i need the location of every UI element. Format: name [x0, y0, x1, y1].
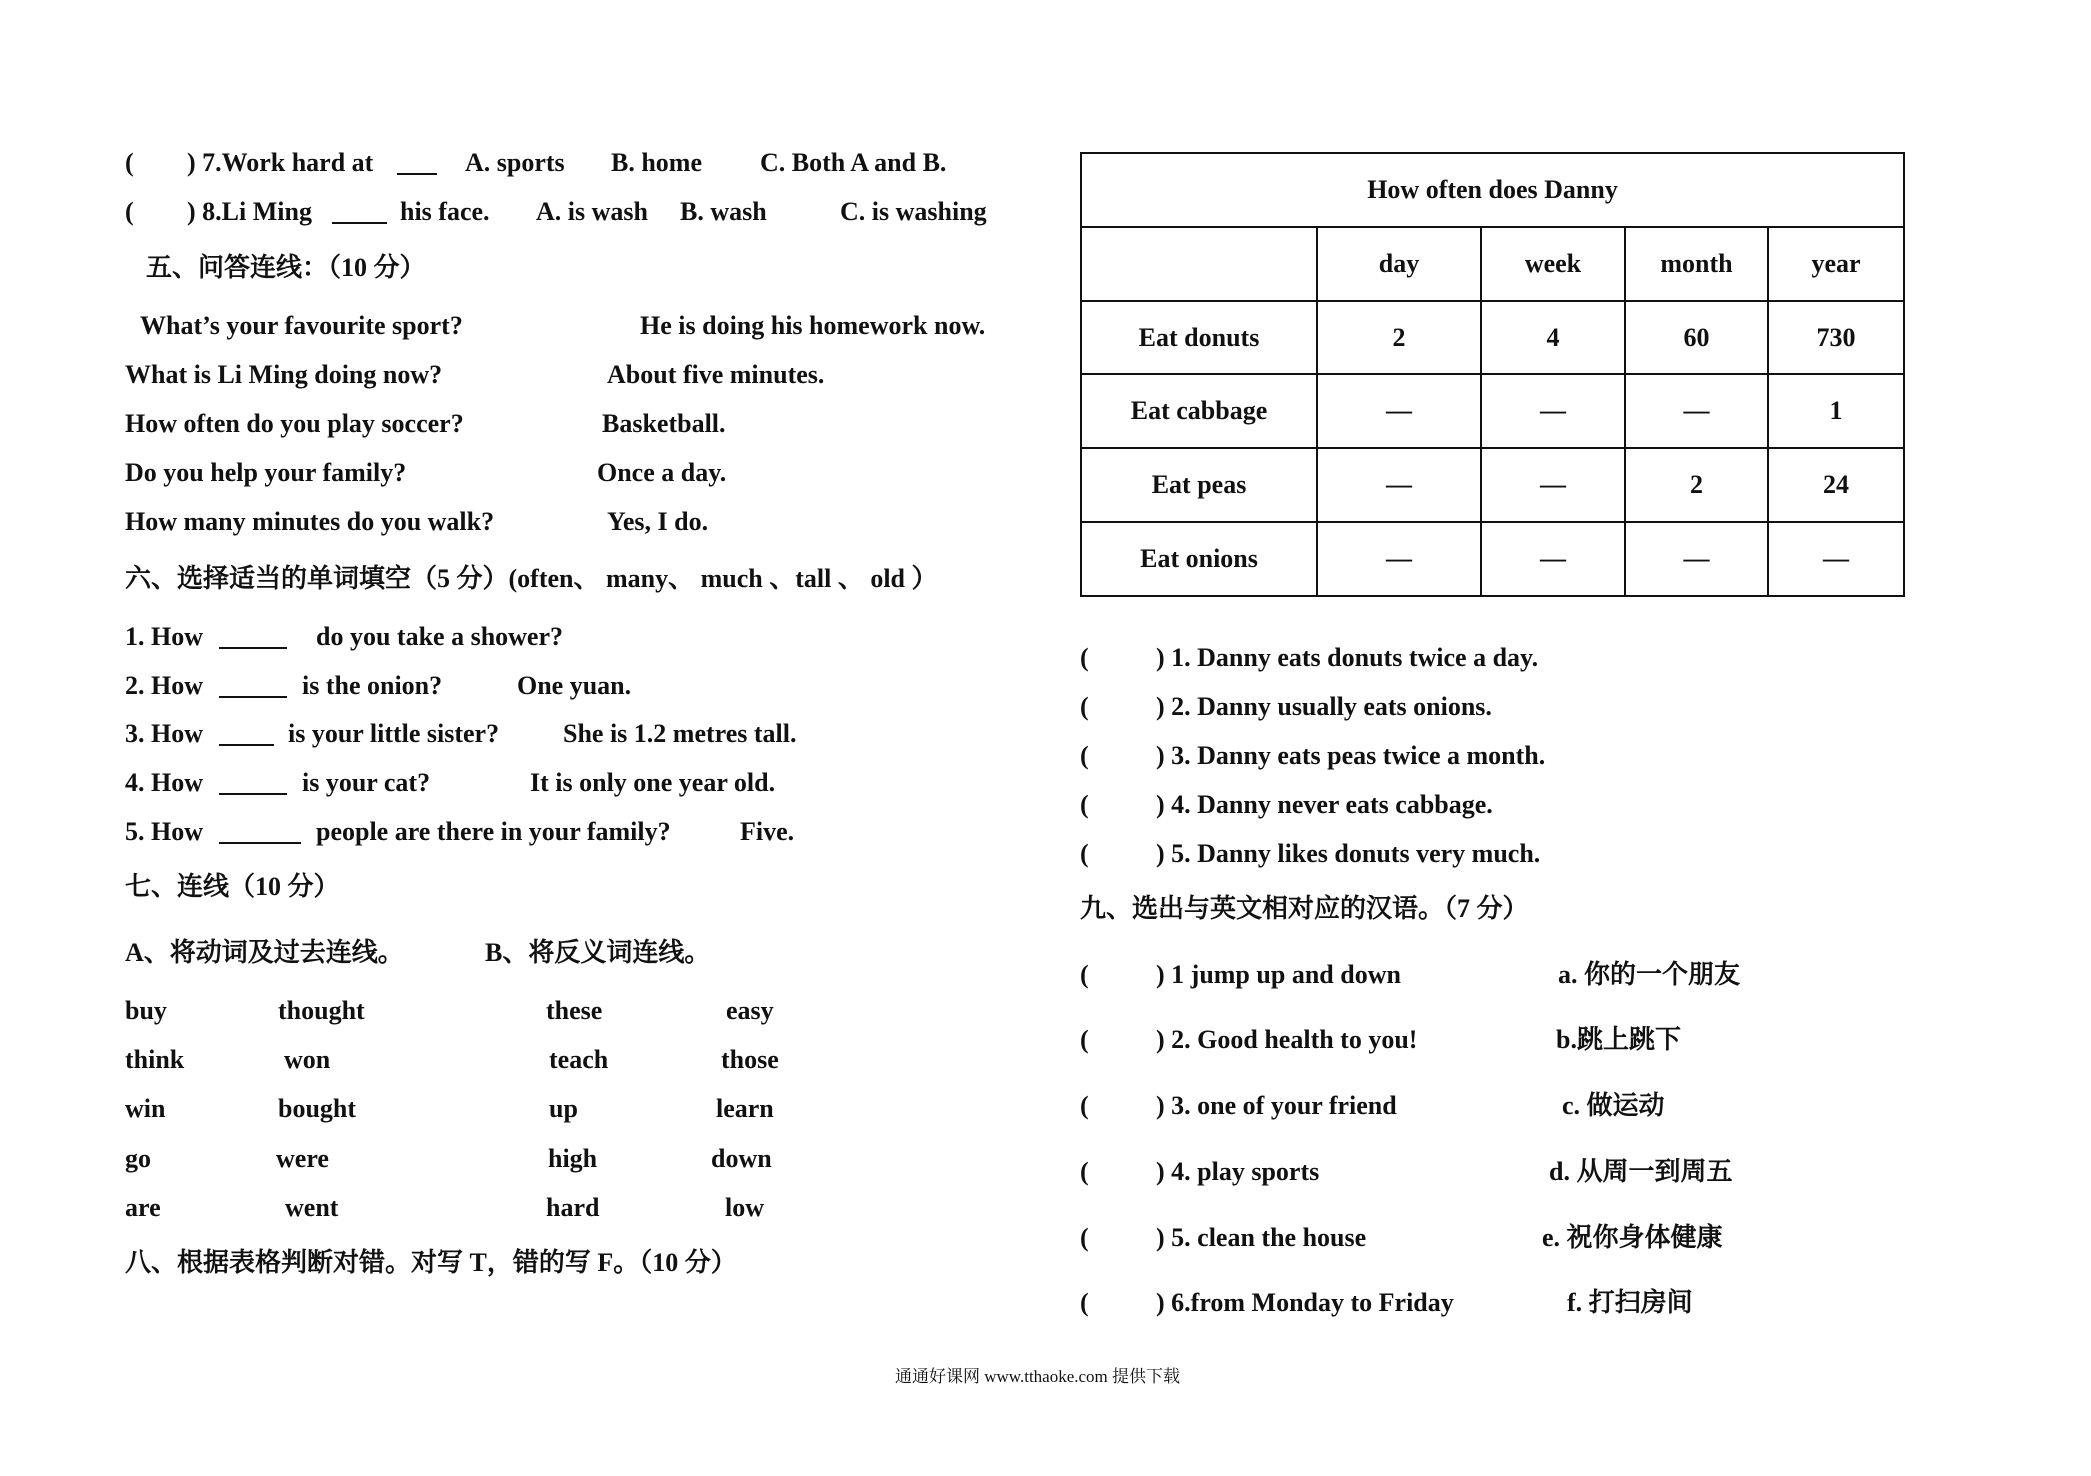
sec9-3-english: ) 3. one of your friend [1156, 1091, 1397, 1120]
sec7-subtitle-b: B、将反义词连线。 [485, 938, 711, 967]
table-cell: 1 [1768, 374, 1904, 448]
sec9-6-chinese: f. 打扫房间 [1567, 1288, 1693, 1317]
footer-watermark: 通通好课网 www.tthaoke.com 提供下载 [895, 1367, 1181, 1386]
sec9-2-english: ) 2. Good health to you! [1156, 1025, 1418, 1054]
sec7-past: won [284, 1045, 331, 1074]
sec7-opposite: easy [726, 996, 774, 1025]
sec9-2-paren[interactable]: ( [1080, 1025, 1089, 1054]
mc8-option-a: A. is wash [536, 197, 648, 226]
section8-title: 八、根据表格判断对错。对写 T，错的写 F。（10 分） [125, 1248, 737, 1277]
table-cell: — [1481, 374, 1625, 448]
sec6-item-5-post: people are there in your family? [316, 817, 671, 846]
section5-title: 五、问答连线：（10 分） [146, 253, 426, 282]
table-cell: — [1317, 448, 1481, 522]
table-cell: — [1481, 448, 1625, 522]
table-cell: — [1317, 374, 1481, 448]
sec6-item-5-blank[interactable] [219, 822, 301, 844]
table-row [1081, 301, 1904, 375]
table-header-cell: week [1481, 227, 1625, 301]
sec9-3-paren[interactable]: ( [1080, 1091, 1089, 1120]
table-cell: 2 [1625, 448, 1768, 522]
sec6-item-2-answer: One yuan. [517, 671, 632, 700]
tf-4-statement: ) 4. Danny never eats cabbage. [1156, 790, 1493, 819]
table-cell: — [1481, 522, 1625, 596]
sec5-answer-5: Yes, I do. [607, 507, 709, 536]
sec9-2-chinese: b.跳上跳下 [1556, 1025, 1681, 1054]
sec7-opposite: learn [716, 1094, 774, 1123]
sec6-item-4-answer: It is only one year old. [530, 768, 776, 797]
sec5-question-2: What is Li Ming doing now? [125, 360, 443, 389]
section6-title: 六、选择适当的单词填空（5 分）(often、 many、 much 、tall 、 old ） [125, 564, 938, 593]
sec9-1-chinese: a. 你的一个朋友 [1558, 960, 1741, 989]
sec9-6-paren[interactable]: ( [1080, 1288, 1089, 1317]
mc7-option-c: C. Both A and B. [760, 148, 947, 177]
table-row [1081, 448, 1904, 522]
table-row-label: Eat donuts [1081, 301, 1317, 375]
tf-1-statement: ) 1. Danny eats donuts twice a day. [1156, 643, 1539, 672]
tf-2-paren[interactable]: ( [1080, 692, 1089, 721]
table-header-cell: month [1625, 227, 1768, 301]
sec9-4-chinese: d. 从周一到周五 [1549, 1157, 1733, 1186]
table-row [1081, 374, 1904, 448]
sec9-1-paren[interactable]: ( [1080, 960, 1089, 989]
mc8-option-b: B. wash [680, 197, 767, 226]
sec6-item-3-post: is your little sister? [288, 719, 500, 748]
table-title: How often does Danny [1081, 153, 1904, 227]
sec6-item-2-pre: 2. How [125, 671, 203, 700]
sec5-question-1: What’s your favourite sport? [140, 311, 463, 340]
sec7-verb: think [125, 1045, 185, 1074]
sec6-item-5-pre: 5. How [125, 817, 203, 846]
table-cell: — [1625, 374, 1768, 448]
tf-3-paren[interactable]: ( [1080, 741, 1089, 770]
sec7-word: hard [546, 1193, 600, 1222]
mc7-paren: ( [125, 148, 134, 177]
sec5-answer-2: About five minutes. [607, 360, 825, 389]
sec7-subtitle-a: A、将动词及过去连线。 [125, 938, 404, 967]
sec7-word: these [546, 996, 603, 1025]
mc7-blank[interactable] [397, 153, 437, 175]
frequency-table [1080, 152, 1905, 597]
sec5-question-3: How often do you play soccer? [125, 409, 464, 438]
sec7-word: high [548, 1144, 598, 1173]
table-cell: 730 [1768, 301, 1904, 375]
table-header-cell [1081, 227, 1317, 301]
table-row-label: Eat cabbage [1081, 374, 1317, 448]
sec7-verb: go [125, 1144, 151, 1173]
tf-5-statement: ) 5. Danny likes donuts very much. [1156, 839, 1541, 868]
mc7-question: ) 7.Work hard at [187, 148, 374, 177]
table-header-cell: day [1317, 227, 1481, 301]
sec6-item-2-blank[interactable] [219, 676, 287, 698]
table-row-label: Eat peas [1081, 448, 1317, 522]
sec7-word: up [549, 1094, 578, 1123]
sec7-word: teach [549, 1045, 609, 1074]
table-cell: — [1768, 522, 1904, 596]
sec7-opposite: those [721, 1045, 779, 1074]
tf-2-statement: ) 2. Danny usually eats onions. [1156, 692, 1492, 721]
sec6-item-4-post: is your cat? [302, 768, 431, 797]
sec9-4-english: ) 4. play sports [1156, 1157, 1320, 1186]
mc7-option-b: B. home [611, 148, 702, 177]
mc7-option-a: A. sports [465, 148, 565, 177]
sec7-verb: are [125, 1193, 161, 1222]
sec7-past: bought [278, 1094, 357, 1123]
table-cell: 24 [1768, 448, 1904, 522]
sec7-opposite: low [725, 1193, 764, 1222]
mc8-after: his face. [400, 197, 490, 226]
mc8-blank[interactable] [332, 202, 387, 224]
sec6-item-2-post: is the onion? [302, 671, 443, 700]
sec6-item-1-post: do you take a shower? [316, 622, 564, 651]
section9-title: 九、选出与英文相对应的汉语。（7 分） [1080, 894, 1529, 923]
table-row-label: Eat onions [1081, 522, 1317, 596]
tf-4-paren[interactable]: ( [1080, 790, 1089, 819]
sec5-question-4: Do you help your family? [125, 458, 407, 487]
sec6-item-5-answer: Five. [740, 817, 795, 846]
sec5-answer-3: Basketball. [602, 409, 726, 438]
table-cell: 60 [1625, 301, 1768, 375]
table-cell: — [1317, 522, 1481, 596]
sec6-item-1-blank[interactable] [219, 627, 287, 649]
sec9-5-paren[interactable]: ( [1080, 1223, 1089, 1252]
sec6-item-4-pre: 4. How [125, 768, 203, 797]
sec5-answer-1: He is doing his homework now. [640, 311, 986, 340]
section7-title: 七、连线（10 分） [125, 872, 340, 901]
mc8-paren: ( [125, 197, 134, 226]
sec7-verb: win [125, 1094, 166, 1123]
sec5-answer-4: Once a day. [597, 458, 727, 487]
sec9-5-english: ) 5. clean the house [1156, 1223, 1367, 1252]
tf-1-paren[interactable]: ( [1080, 643, 1089, 672]
sec7-verb: buy [125, 996, 167, 1025]
sec7-opposite: down [711, 1144, 772, 1173]
sec6-item-3-pre: 3. How [125, 719, 203, 748]
table-cell: 2 [1317, 301, 1481, 375]
tf-5-paren[interactable]: ( [1080, 839, 1089, 868]
table-cell: — [1625, 522, 1768, 596]
sec5-question-5: How many minutes do you walk? [125, 507, 495, 536]
sec6-item-3-blank[interactable] [219, 724, 274, 746]
sec9-6-english: ) 6.from Monday to Friday [1156, 1288, 1454, 1317]
mc8-option-c: C. is washing [840, 197, 987, 226]
sec6-item-4-blank[interactable] [219, 773, 287, 795]
sec9-1-english: ) 1 jump up and down [1156, 960, 1401, 989]
sec9-5-chinese: e. 祝你身体健康 [1542, 1223, 1723, 1252]
table-header-cell: year [1768, 227, 1904, 301]
sec9-3-chinese: c. 做运动 [1562, 1091, 1665, 1120]
sec7-past: were [276, 1144, 329, 1173]
table-cell: 4 [1481, 301, 1625, 375]
sec9-4-paren[interactable]: ( [1080, 1157, 1089, 1186]
table-row [1081, 522, 1904, 596]
tf-3-statement: ) 3. Danny eats peas twice a month. [1156, 741, 1546, 770]
sec6-item-1-pre: 1. How [125, 622, 203, 651]
sec6-item-3-answer: She is 1.2 metres tall. [563, 719, 797, 748]
mc8-question: ) 8.Li Ming [187, 197, 312, 226]
sec7-past: went [285, 1193, 339, 1222]
sec7-past: thought [278, 996, 365, 1025]
table-title-row [1081, 153, 1904, 227]
table-header-row [1081, 227, 1904, 301]
